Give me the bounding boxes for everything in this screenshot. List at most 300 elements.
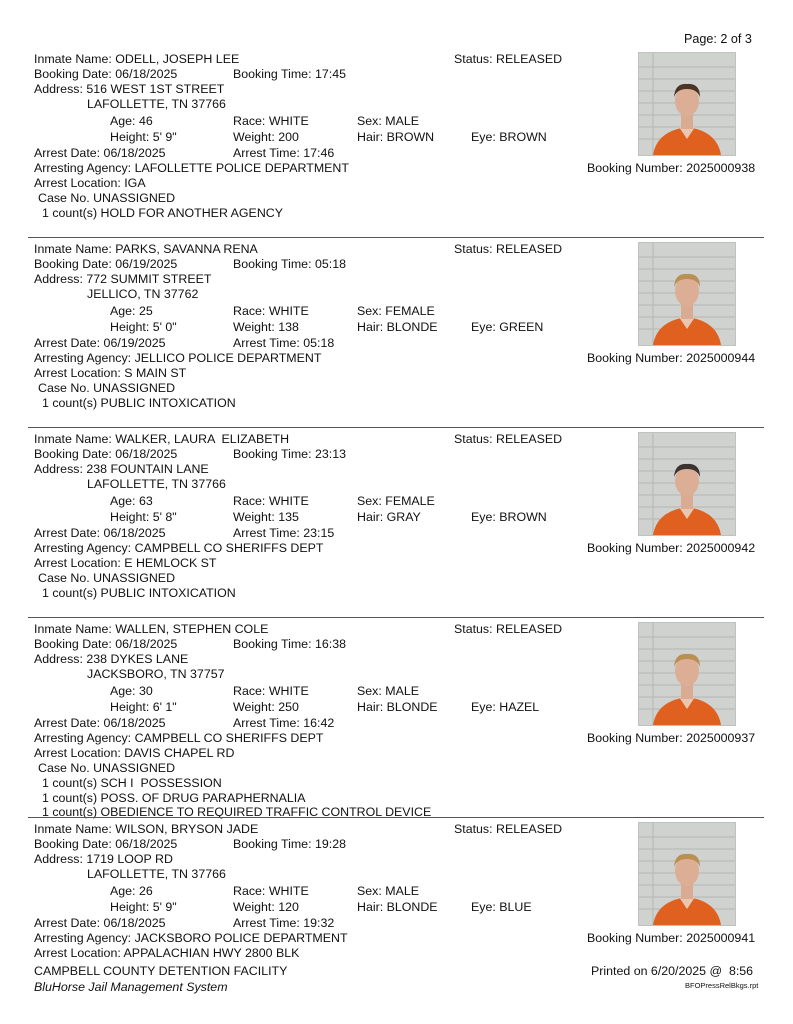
- address-city: LAFOLLETTE, TN 37766: [87, 867, 226, 881]
- charge-item: [42, 586, 236, 601]
- eye-label: Eye:: [471, 700, 500, 714]
- age-line: [110, 884, 153, 899]
- case-line: [38, 191, 175, 206]
- booking-time-label: Booking Time:: [233, 67, 315, 81]
- address-city: JACKSBORO, TN 37757: [87, 667, 225, 681]
- agency-label: Arresting Agency:: [34, 541, 135, 555]
- height-value: 6' 1": [152, 700, 177, 714]
- arrest-location-line: [34, 946, 299, 961]
- arrest-location: IGA: [124, 176, 146, 190]
- arrest-date-line: [34, 716, 166, 731]
- booking-date-label: Booking Date:: [34, 837, 116, 851]
- address-city: LAFOLLETTE, TN 37766: [87, 477, 226, 491]
- age-value: 25: [138, 304, 153, 318]
- sex-label: Sex:: [357, 494, 386, 508]
- race-line: [233, 884, 309, 899]
- inmate-name-line: [34, 432, 289, 447]
- booking-number-line: [587, 351, 755, 366]
- arrest-location-line: [34, 746, 234, 761]
- address-label: Address:: [34, 272, 87, 286]
- sex-value: MALE: [385, 884, 419, 898]
- booking-date-label: Booking Date:: [34, 67, 116, 81]
- booking-time: 23:13: [314, 447, 346, 461]
- address-city-line: [87, 477, 226, 492]
- arrest-time-label: Arrest Time:: [233, 526, 304, 540]
- eye-value: BROWN: [499, 510, 547, 524]
- race-value: WHITE: [268, 114, 309, 128]
- address-street: 1719 LOOP RD: [86, 852, 173, 866]
- arrest-location-label: Arrest Location:: [34, 746, 125, 760]
- agency-label: Arresting Agency:: [34, 731, 135, 745]
- height-line: [110, 130, 177, 145]
- agency-label: Arresting Agency:: [34, 351, 135, 365]
- height-label: Height:: [110, 700, 153, 714]
- address-street: 772 SUMMIT STREET: [86, 272, 212, 286]
- eye-value: BLUE: [499, 900, 532, 914]
- eye-label: Eye:: [471, 510, 500, 524]
- eye-line: [471, 700, 539, 715]
- agency-line: [34, 731, 323, 746]
- hair-label: Hair:: [357, 320, 387, 334]
- inmate-name-line: [34, 622, 268, 637]
- eye-line: [471, 900, 532, 915]
- sex-line: [357, 884, 419, 899]
- weight-line: [233, 900, 299, 915]
- eye-line: [471, 130, 547, 145]
- arrest-time: 23:15: [303, 526, 335, 540]
- booking-time: 19:28: [314, 837, 346, 851]
- weight-value: 135: [278, 510, 299, 524]
- inmate-name: WALLEN, STEPHEN COLE: [115, 622, 269, 636]
- mugshot-photo: [638, 822, 736, 926]
- arrest-date: 06/18/2025: [103, 526, 166, 540]
- charge-text: 1 count(s) OBEDIENCE TO REQUIRED TRAFFIC CONTROL DEVICE: [42, 805, 432, 819]
- case-label: Case No.: [38, 571, 94, 585]
- agency-value: CAMPBELL CO SHERIFFS DEPT: [134, 731, 324, 745]
- charge-item: [42, 776, 222, 791]
- booking-number-label: Booking Number:: [587, 931, 687, 945]
- booking-date-line: [34, 67, 177, 82]
- weight-value: 200: [278, 130, 299, 144]
- booking-number: 2025000938: [686, 161, 756, 175]
- agency-label: Arresting Agency:: [34, 161, 135, 175]
- arrest-time-line: [233, 336, 334, 351]
- booking-time-line: [233, 67, 346, 82]
- arrest-location-line: [34, 556, 217, 571]
- arrest-date-line: [34, 146, 166, 161]
- arrest-date: 06/19/2025: [103, 336, 166, 350]
- arrest-time-label: Arrest Time:: [233, 336, 304, 350]
- sex-line: [357, 304, 435, 319]
- status-line: [454, 52, 562, 67]
- case-line: [38, 381, 175, 396]
- race-value: WHITE: [268, 304, 309, 318]
- booking-time: 05:18: [314, 257, 346, 271]
- agency-line: [34, 541, 323, 556]
- charge-item: [42, 396, 236, 411]
- agency-value: JELLICO POLICE DEPARTMENT: [134, 351, 322, 365]
- race-line: [233, 114, 309, 129]
- booking-date-line: [34, 447, 177, 462]
- report-filename: BFOPressRelBkgs.rpt: [685, 981, 759, 990]
- printed-timestamp: Printed on 6/20/2025 @ 8:56: [591, 964, 754, 978]
- eye-label: Eye:: [471, 130, 500, 144]
- weight-line: [233, 130, 299, 145]
- race-line: [233, 494, 309, 509]
- arrest-date: 06/18/2025: [103, 916, 166, 930]
- status-line: [454, 822, 562, 837]
- hair-line: [357, 510, 421, 525]
- case-line: [38, 761, 175, 776]
- hair-line: [357, 700, 438, 715]
- eye-label: Eye:: [471, 320, 500, 334]
- booking-date: 06/18/2025: [115, 447, 178, 461]
- arrest-date-line: [34, 526, 166, 541]
- booking-record: [0, 432, 793, 620]
- arrest-time: 17:46: [303, 146, 335, 160]
- status-label: Status:: [454, 52, 497, 66]
- booking-date-line: [34, 637, 177, 652]
- race-line: [233, 304, 309, 319]
- arrest-date: 06/18/2025: [103, 716, 166, 730]
- arrest-date: 06/18/2025: [103, 146, 166, 160]
- weight-label: Weight:: [233, 700, 279, 714]
- mugshot-photo: [638, 52, 736, 156]
- hair-line: [357, 130, 434, 145]
- charge-text: 1 count(s) POSS. OF DRUG PARAPHERNALIA: [42, 790, 306, 805]
- charge-item: [42, 791, 305, 806]
- booking-number-line: [587, 931, 755, 946]
- inmate-name-label: Inmate Name:: [34, 52, 116, 66]
- address-city-line: [87, 287, 198, 302]
- booking-date: 06/18/2025: [115, 837, 178, 851]
- height-value: 5' 9": [152, 900, 177, 914]
- booking-record: [0, 242, 793, 430]
- arrest-location-line: [34, 176, 146, 191]
- arrest-time: 19:32: [303, 916, 335, 930]
- address-street: 238 FOUNTAIN LANE: [86, 462, 209, 476]
- arrest-date-label: Arrest Date:: [34, 146, 104, 160]
- race-line: [233, 684, 309, 699]
- height-value: 5' 9": [152, 130, 177, 144]
- booking-number-label: Booking Number:: [587, 351, 687, 365]
- booking-time-label: Booking Time:: [233, 837, 315, 851]
- booking-date-label: Booking Date:: [34, 447, 116, 461]
- height-label: Height:: [110, 130, 153, 144]
- race-value: WHITE: [268, 884, 309, 898]
- status-label: Status:: [454, 822, 497, 836]
- agency-line: [34, 161, 349, 176]
- arrest-location-line: [34, 366, 186, 381]
- page-number: Page: 2 of 3: [684, 32, 752, 46]
- booking-number-label: Booking Number:: [587, 731, 687, 745]
- charge-text: 1 count(s) SCH I POSSESSION: [42, 776, 222, 790]
- address-city: LAFOLLETTE, TN 37766: [87, 97, 226, 111]
- booking-time-label: Booking Time:: [233, 637, 315, 651]
- hair-label: Hair:: [357, 510, 387, 524]
- arrest-location-label: Arrest Location:: [34, 176, 125, 190]
- weight-value: 120: [278, 900, 299, 914]
- status-line: [454, 242, 562, 257]
- sex-value: MALE: [385, 114, 419, 128]
- hair-label: Hair:: [357, 900, 387, 914]
- address-label: Address:: [34, 852, 87, 866]
- height-label: Height:: [110, 900, 153, 914]
- weight-label: Weight:: [233, 130, 279, 144]
- agency-label: Arresting Agency:: [34, 931, 135, 945]
- booking-number-label: Booking Number:: [587, 161, 687, 175]
- booking-number: 2025000944: [686, 351, 756, 365]
- eye-label: Eye:: [471, 900, 500, 914]
- booking-time: 17:45: [314, 67, 346, 81]
- arrest-date-label: Arrest Date:: [34, 336, 104, 350]
- race-value: WHITE: [268, 684, 309, 698]
- agency-value: CAMPBELL CO SHERIFFS DEPT: [134, 541, 324, 555]
- weight-line: [233, 320, 299, 335]
- status-value: RELEASED: [496, 242, 563, 256]
- booking-number-line: [587, 541, 755, 556]
- address-city: JELLICO, TN 37762: [87, 287, 199, 301]
- age-line: [110, 684, 153, 699]
- booking-time: 16:38: [314, 637, 346, 651]
- status-value: RELEASED: [496, 432, 563, 446]
- age-label: Age:: [110, 114, 139, 128]
- hair-value: GRAY: [386, 510, 421, 524]
- age-value: 30: [138, 684, 153, 698]
- booking-date: 06/18/2025: [115, 67, 178, 81]
- agency-line: [34, 351, 321, 366]
- booking-time-label: Booking Time:: [233, 257, 315, 271]
- booking-date: 06/19/2025: [115, 257, 178, 271]
- arrest-date-label: Arrest Date:: [34, 916, 104, 930]
- age-label: Age:: [110, 304, 139, 318]
- age-line: [110, 304, 153, 319]
- inmate-name: ODELL, JOSEPH LEE: [115, 52, 240, 66]
- weight-line: [233, 510, 299, 525]
- status-value: RELEASED: [496, 822, 563, 836]
- record-divider: [28, 427, 764, 428]
- inmate-name-line: [34, 242, 258, 257]
- record-divider: [28, 237, 764, 238]
- booking-time-line: [233, 257, 346, 272]
- inmate-name: PARKS, SAVANNA RENA: [115, 242, 258, 256]
- race-value: WHITE: [268, 494, 309, 508]
- race-label: Race:: [233, 494, 269, 508]
- address-line: [34, 272, 211, 287]
- arrest-time-line: [233, 146, 334, 161]
- arrest-time-label: Arrest Time:: [233, 716, 304, 730]
- mugshot-photo: [638, 622, 736, 726]
- height-label: Height:: [110, 510, 153, 524]
- booking-record: [0, 622, 793, 819]
- booking-time-line: [233, 447, 346, 462]
- height-line: [110, 510, 177, 525]
- height-line: [110, 320, 177, 335]
- arrest-date-label: Arrest Date:: [34, 716, 104, 730]
- address-city-line: [87, 667, 225, 682]
- booking-date-line: [34, 257, 177, 272]
- booking-number-label: Booking Number:: [587, 541, 687, 555]
- charge-text: 1 count(s) HOLD FOR ANOTHER AGENCY: [42, 206, 283, 220]
- age-label: Age:: [110, 884, 139, 898]
- hair-value: BROWN: [386, 130, 435, 144]
- charge-text: 1 count(s) PUBLIC INTOXICATION: [42, 396, 236, 410]
- inmate-name-line: [34, 52, 239, 67]
- address-label: Address:: [34, 82, 87, 96]
- age-label: Age:: [110, 684, 139, 698]
- booking-number: 2025000942: [686, 541, 756, 555]
- arrest-time-label: Arrest Time:: [233, 916, 304, 930]
- age-line: [110, 494, 153, 509]
- case-value: UNASSIGNED: [93, 191, 176, 205]
- arrest-time-line: [233, 526, 334, 541]
- weight-label: Weight:: [233, 320, 279, 334]
- inmate-name-label: Inmate Name:: [34, 622, 116, 636]
- case-value: UNASSIGNED: [93, 761, 176, 775]
- eye-line: [471, 320, 543, 335]
- sex-label: Sex:: [357, 114, 386, 128]
- case-label: Case No.: [38, 191, 94, 205]
- hair-line: [357, 900, 438, 915]
- status-line: [454, 432, 562, 447]
- age-value: 26: [138, 884, 153, 898]
- charge-item: [42, 206, 283, 221]
- height-label: Height:: [110, 320, 153, 334]
- race-label: Race:: [233, 684, 269, 698]
- arrest-time-line: [233, 916, 334, 931]
- arrest-location-label: Arrest Location:: [34, 556, 125, 570]
- case-label: Case No.: [38, 761, 94, 775]
- hair-value: BLONDE: [386, 700, 438, 714]
- inmate-name-label: Inmate Name:: [34, 432, 116, 446]
- booking-time-line: [233, 637, 346, 652]
- status-label: Status:: [454, 432, 497, 446]
- booking-number: 2025000937: [686, 731, 756, 745]
- facility-name: CAMPBELL COUNTY DETENTION FACILITY: [34, 964, 288, 978]
- address-street: 238 DYKES LANE: [86, 652, 189, 666]
- case-value: UNASSIGNED: [93, 571, 176, 585]
- hair-label: Hair:: [357, 130, 387, 144]
- sex-value: FEMALE: [385, 304, 435, 318]
- case-line: [38, 571, 175, 586]
- arrest-date-line: [34, 916, 166, 931]
- age-line: [110, 114, 153, 129]
- status-value: RELEASED: [496, 52, 563, 66]
- race-label: Race:: [233, 304, 269, 318]
- hair-line: [357, 320, 438, 335]
- sex-line: [357, 494, 435, 509]
- hair-value: BLONDE: [386, 900, 438, 914]
- agency-value: LAFOLLETTE POLICE DEPARTMENT: [134, 161, 349, 175]
- arrest-time-label: Arrest Time:: [233, 146, 304, 160]
- arrest-location: S MAIN ST: [124, 366, 187, 380]
- sex-value: FEMALE: [385, 494, 435, 508]
- mugshot-photo: [638, 242, 736, 346]
- arrest-location: APPALACHIAN HWY 2800 BLK: [123, 946, 300, 960]
- status-line: [454, 622, 562, 637]
- address-label: Address:: [34, 462, 87, 476]
- weight-label: Weight:: [233, 900, 279, 914]
- sex-line: [357, 114, 419, 129]
- hair-label: Hair:: [357, 700, 387, 714]
- arrest-date-line: [34, 336, 166, 351]
- booking-time-line: [233, 837, 346, 852]
- race-label: Race:: [233, 114, 269, 128]
- sex-label: Sex:: [357, 884, 386, 898]
- arrest-date-label: Arrest Date:: [34, 526, 104, 540]
- booking-date: 06/18/2025: [115, 637, 178, 651]
- address-city-line: [87, 867, 226, 882]
- record-divider: [28, 817, 764, 818]
- address-label: Address:: [34, 652, 87, 666]
- weight-line: [233, 700, 299, 715]
- height-value: 5' 0": [152, 320, 177, 334]
- sex-value: MALE: [385, 684, 419, 698]
- address-street: 516 WEST 1ST STREET: [86, 82, 225, 96]
- arrest-time: 05:18: [303, 336, 335, 350]
- height-line: [110, 700, 177, 715]
- inmate-name-line: [34, 822, 258, 837]
- address-line: [34, 82, 224, 97]
- booking-record: [0, 52, 793, 240]
- booking-number-line: [587, 161, 755, 176]
- arrest-location: E HEMLOCK ST: [124, 556, 217, 570]
- charge-text: 1 count(s) PUBLIC INTOXICATION: [42, 586, 236, 600]
- inmate-name: WALKER, LAURA ELIZABETH: [115, 432, 290, 446]
- mugshot-photo: [638, 432, 736, 536]
- hair-value: BLONDE: [386, 320, 438, 334]
- agency-value: JACKSBORO POLICE DEPARTMENT: [134, 931, 348, 945]
- eye-value: HAZEL: [499, 700, 540, 714]
- sex-label: Sex:: [357, 304, 386, 318]
- weight-value: 250: [278, 700, 299, 714]
- eye-value: BROWN: [499, 130, 547, 144]
- status-label: Status:: [454, 242, 497, 256]
- status-value: RELEASED: [496, 622, 563, 636]
- age-value: 46: [138, 114, 153, 128]
- address-city-line: [87, 97, 226, 112]
- booking-number-line: [587, 731, 755, 746]
- weight-label: Weight:: [233, 510, 279, 524]
- arrest-location-label: Arrest Location:: [34, 946, 124, 960]
- weight-value: 138: [278, 320, 299, 334]
- record-divider: [28, 617, 764, 618]
- case-value: UNASSIGNED: [93, 381, 176, 395]
- inmate-name: WILSON, BRYSON JADE: [115, 822, 259, 836]
- arrest-location: DAVIS CHAPEL RD: [124, 746, 235, 760]
- inmate-name-label: Inmate Name:: [34, 242, 116, 256]
- booking-date-label: Booking Date:: [34, 637, 116, 651]
- height-value: 5' 8": [152, 510, 177, 524]
- case-label: Case No.: [38, 381, 94, 395]
- inmate-name-label: Inmate Name:: [34, 822, 116, 836]
- age-label: Age:: [110, 494, 139, 508]
- booking-date-line: [34, 837, 177, 852]
- sex-label: Sex:: [357, 684, 386, 698]
- booking-time-label: Booking Time:: [233, 447, 315, 461]
- arrest-location-label: Arrest Location:: [34, 366, 125, 380]
- arrest-time-line: [233, 716, 334, 731]
- eye-value: GREEN: [499, 320, 544, 334]
- system-name: BluHorse Jail Management System: [34, 980, 228, 994]
- age-value: 63: [138, 494, 153, 508]
- agency-line: [34, 931, 348, 946]
- sex-line: [357, 684, 419, 699]
- address-line: [34, 462, 209, 477]
- height-line: [110, 900, 177, 915]
- status-label: Status:: [454, 622, 497, 636]
- address-line: [34, 652, 188, 667]
